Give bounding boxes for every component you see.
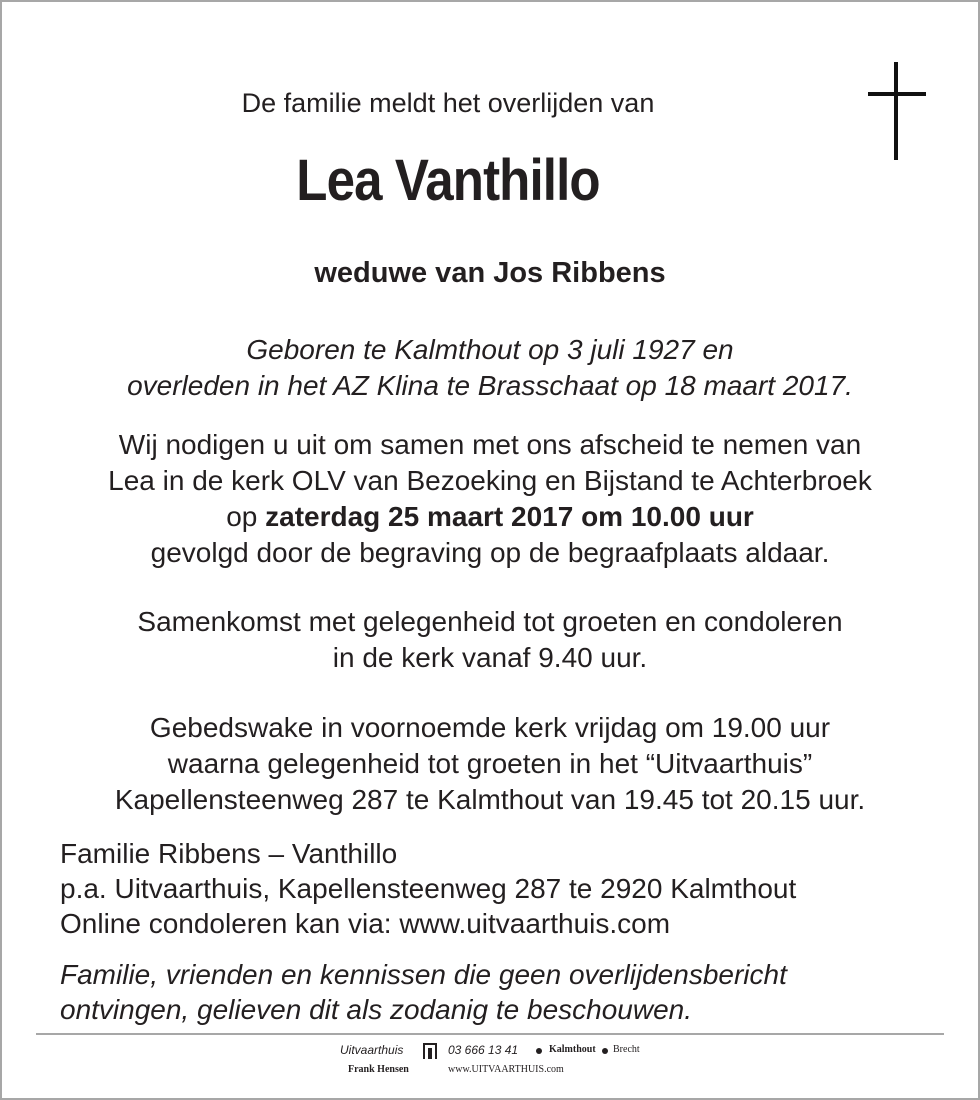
funeral-invitation	[0, 427, 980, 571]
note-line: ontvingen, gelieven dit als zodanig te beschouwen.	[60, 994, 692, 1025]
funeral-director-name: Frank Hensen	[348, 1064, 409, 1075]
invite-line: Lea in de kerk OLV van Bezoeking en Bijstand te Achterbroek	[108, 465, 872, 496]
funeral-date-line	[0, 499, 980, 535]
gathering-info	[0, 604, 980, 676]
born-line: Geboren te Kalmthout op 3 juli 1927 en	[246, 334, 734, 365]
wake-line: waarna gelegenheid tot groeten in het “Uitvaarthuis”	[167, 748, 813, 779]
birth-death-info	[0, 332, 980, 404]
footer-divider	[36, 1033, 944, 1035]
gather-line: Samenkomst met gelegenheid tot groeten en condoleren	[137, 606, 843, 637]
note-line: Familie, vrienden en kennissen die geen overlijdensbericht	[60, 959, 787, 990]
bullet-icon	[602, 1048, 608, 1054]
gather-line: in de kerk vanaf 9.40 uur.	[332, 642, 648, 673]
widow-of-text: weduwe van Jos Ribbens	[314, 257, 666, 289]
funeral-date: zaterdag 25 maart 2017 om 10.00 uur	[265, 501, 754, 532]
invite-line: gevolgd door de begraving op de begraafplaats aldaar.	[150, 537, 830, 568]
online-condolence-line: Online condoleren kan via: www.uitvaarthuis.com	[60, 908, 671, 939]
location-kalmthout: Kalmthout	[549, 1044, 596, 1055]
wake-line: Gebedswake in voornoemde kerk vrijdag om 19.00 uur	[149, 712, 831, 743]
prayer-vigil-info	[0, 710, 980, 818]
funeral-home-brand: Uitvaarthuis	[340, 1043, 404, 1057]
funeral-date-prefix: op	[226, 501, 266, 532]
family-address-line: p.a. Uitvaarthuis, Kapellensteenweg 287 te 2920 Kalmthout	[60, 873, 797, 904]
closing-note	[60, 957, 787, 1027]
location-brecht: Brecht	[613, 1044, 640, 1055]
uitvaarthuis-logo-icon	[423, 1043, 437, 1059]
deceased-name: Lea Vanthillo	[296, 148, 600, 213]
funeral-home-website: www.UITVAARTHUIS.com	[448, 1064, 564, 1075]
family-name-line: Familie Ribbens – Vanthillo	[60, 838, 398, 869]
wake-line: Kapellensteenweg 287 te Kalmthout van 19.45 tot 20.15 uur.	[114, 784, 866, 815]
died-line: overleden in het AZ Klina te Brasschaat op 18 maart 2017.	[127, 370, 853, 401]
invite-line: Wij nodigen u uit om samen met ons afscheid te nemen van	[118, 429, 862, 460]
funeral-home-phone: 03 666 13 41	[448, 1043, 519, 1057]
family-contact	[60, 836, 796, 941]
bullet-icon	[536, 1048, 542, 1054]
intro-text: De familie meldt het overlijden van	[241, 88, 655, 118]
